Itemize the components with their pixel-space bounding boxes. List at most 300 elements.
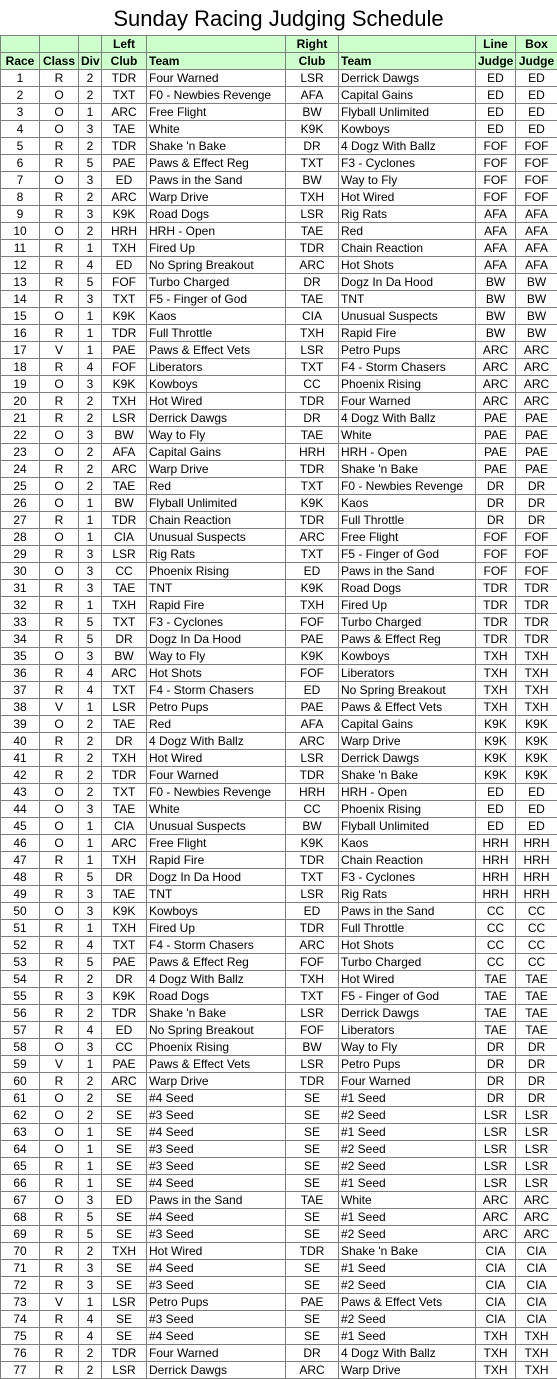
right-team-cell: Kaos (339, 835, 476, 852)
right-team-cell: Shake 'n Bake (339, 461, 476, 478)
table-row (1, 733, 557, 750)
left-team-cell: Kaos (147, 308, 286, 325)
right-team-cell: Flyball Unlimited (339, 104, 476, 121)
schedule-table (0, 35, 557, 1379)
line-judge-cell: PAE (476, 410, 516, 427)
line-judge-cell: ARC (476, 376, 516, 393)
race-cell: 52 (1, 937, 40, 954)
race-cell: 39 (1, 716, 40, 733)
race-cell: 32 (1, 597, 40, 614)
table-row (1, 1141, 557, 1158)
box-judge-cell: TXH (516, 1328, 557, 1345)
right-club-cell: SE (286, 1175, 339, 1192)
line-judge-cell: ARC (476, 359, 516, 376)
box-judge-cell: K9K (516, 750, 557, 767)
header-left-team: Team (147, 53, 286, 70)
race-cell: 48 (1, 869, 40, 886)
right-club-cell: BW (286, 172, 339, 189)
right-club-cell: TAE (286, 291, 339, 308)
left-team-cell: Four Warned (147, 70, 286, 87)
header-race: Race (1, 53, 40, 70)
box-judge-cell: BW (516, 274, 557, 291)
line-judge-cell: TDR (476, 614, 516, 631)
table-row (1, 1005, 557, 1022)
right-team-cell: Hot Wired (339, 189, 476, 206)
right-team-cell: #1 Seed (339, 1124, 476, 1141)
left-club-cell: TXT (102, 784, 147, 801)
line-judge-cell: AFA (476, 257, 516, 274)
race-cell: 60 (1, 1073, 40, 1090)
table-row (1, 342, 557, 359)
left-club-cell: SE (102, 1107, 147, 1124)
left-club-cell: AFA (102, 444, 147, 461)
race-cell: 66 (1, 1175, 40, 1192)
div-cell: 2 (79, 444, 102, 461)
class-cell: R (40, 614, 79, 631)
right-club-cell: TDR (286, 852, 339, 869)
header-left-club: Club (102, 53, 147, 70)
right-club-cell: DR (286, 138, 339, 155)
box-judge-cell: TXH (516, 648, 557, 665)
right-team-cell: Chain Reaction (339, 240, 476, 257)
line-judge-cell: DR (476, 1039, 516, 1056)
right-club-cell: SE (286, 1260, 339, 1277)
class-cell: R (40, 597, 79, 614)
class-cell: R (40, 393, 79, 410)
box-judge-cell: DR (516, 495, 557, 512)
table-row (1, 257, 557, 274)
line-judge-cell: ED (476, 87, 516, 104)
left-club-cell: ARC (102, 665, 147, 682)
table-row (1, 70, 557, 87)
box-judge-cell: HRH (516, 869, 557, 886)
left-team-cell: Red (147, 716, 286, 733)
right-team-cell: Way to Fly (339, 172, 476, 189)
left-team-cell: Warp Drive (147, 189, 286, 206)
div-cell: 4 (79, 937, 102, 954)
left-team-cell: Capital Gains (147, 444, 286, 461)
left-team-cell: Red (147, 478, 286, 495)
class-cell: O (40, 478, 79, 495)
right-club-cell: SE (286, 1226, 339, 1243)
line-judge-cell: TDR (476, 580, 516, 597)
race-cell: 26 (1, 495, 40, 512)
right-club-cell: LSR (286, 1056, 339, 1073)
race-cell: 71 (1, 1260, 40, 1277)
right-team-cell: Liberators (339, 1022, 476, 1039)
line-judge-cell: ARC (476, 1192, 516, 1209)
right-club-cell: DR (286, 274, 339, 291)
class-cell: R (40, 869, 79, 886)
table-row (1, 461, 557, 478)
header-right-group: Right (286, 36, 339, 53)
header-blank-cell (339, 36, 476, 53)
left-team-cell: F0 - Newbies Revenge (147, 784, 286, 801)
line-judge-cell: LSR (476, 1107, 516, 1124)
line-judge-cell: CIA (476, 1260, 516, 1277)
div-cell: 1 (79, 529, 102, 546)
left-team-cell: TNT (147, 580, 286, 597)
right-club-cell: DR (286, 410, 339, 427)
left-team-cell: Way to Fly (147, 648, 286, 665)
right-team-cell: #1 Seed (339, 1260, 476, 1277)
left-team-cell: #3 Seed (147, 1107, 286, 1124)
box-judge-cell: ARC (516, 342, 557, 359)
race-cell: 31 (1, 580, 40, 597)
class-cell: O (40, 427, 79, 444)
right-team-cell: Shake 'n Bake (339, 1243, 476, 1260)
box-judge-cell: ARC (516, 1192, 557, 1209)
header-blank-cell (79, 36, 102, 53)
race-cell: 54 (1, 971, 40, 988)
race-cell: 2 (1, 87, 40, 104)
left-team-cell: Unusual Suspects (147, 529, 286, 546)
race-cell: 29 (1, 546, 40, 563)
left-team-cell: Paws in the Sand (147, 172, 286, 189)
box-judge-cell: FOF (516, 138, 557, 155)
left-team-cell: #3 Seed (147, 1311, 286, 1328)
left-team-cell: #4 Seed (147, 1260, 286, 1277)
left-team-cell: Derrick Dawgs (147, 1362, 286, 1379)
line-judge-cell: HRH (476, 886, 516, 903)
left-club-cell: TAE (102, 580, 147, 597)
class-cell: O (40, 87, 79, 104)
table-row (1, 325, 557, 342)
right-team-cell: F3 - Cyclones (339, 155, 476, 172)
div-cell: 3 (79, 427, 102, 444)
div-cell: 3 (79, 291, 102, 308)
box-judge-cell: FOF (516, 189, 557, 206)
right-club-cell: ARC (286, 1362, 339, 1379)
right-club-cell: SE (286, 1311, 339, 1328)
left-club-cell: ARC (102, 1073, 147, 1090)
div-cell: 1 (79, 1294, 102, 1311)
race-cell: 16 (1, 325, 40, 342)
race-cell: 67 (1, 1192, 40, 1209)
line-judge-cell: FOF (476, 563, 516, 580)
box-judge-cell: FOF (516, 563, 557, 580)
header-div: Div (79, 53, 102, 70)
left-team-cell: Rig Rats (147, 546, 286, 563)
class-cell: R (40, 1175, 79, 1192)
right-team-cell: White (339, 1192, 476, 1209)
class-cell: O (40, 563, 79, 580)
right-team-cell: Capital Gains (339, 87, 476, 104)
box-judge-cell: PAE (516, 444, 557, 461)
header-line-judge: Judge (476, 53, 516, 70)
table-row (1, 886, 557, 903)
race-cell: 28 (1, 529, 40, 546)
right-club-cell: ARC (286, 733, 339, 750)
left-team-cell: Road Dogs (147, 206, 286, 223)
div-cell: 3 (79, 886, 102, 903)
class-cell: R (40, 257, 79, 274)
left-club-cell: SE (102, 1209, 147, 1226)
right-club-cell: SE (286, 1141, 339, 1158)
class-cell: R (40, 1311, 79, 1328)
left-club-cell: K9K (102, 308, 147, 325)
table-row (1, 1311, 557, 1328)
left-club-cell: SE (102, 1090, 147, 1107)
box-judge-cell: AFA (516, 223, 557, 240)
race-cell: 6 (1, 155, 40, 172)
left-team-cell: No Spring Breakout (147, 1022, 286, 1039)
class-cell: O (40, 903, 79, 920)
div-cell: 3 (79, 376, 102, 393)
table-row (1, 121, 557, 138)
left-club-cell: PAE (102, 954, 147, 971)
class-cell: R (40, 1022, 79, 1039)
table-row (1, 1362, 557, 1379)
class-cell: O (40, 1107, 79, 1124)
race-cell: 65 (1, 1158, 40, 1175)
header-left-group: Left (102, 36, 147, 53)
table-row (1, 784, 557, 801)
race-cell: 12 (1, 257, 40, 274)
left-team-cell: Paws in the Sand (147, 1192, 286, 1209)
box-judge-cell: FOF (516, 546, 557, 563)
header-row-top (1, 36, 557, 53)
table-row (1, 1294, 557, 1311)
left-club-cell: PAE (102, 155, 147, 172)
left-team-cell: Derrick Dawgs (147, 410, 286, 427)
race-cell: 14 (1, 291, 40, 308)
class-cell: R (40, 852, 79, 869)
div-cell: 2 (79, 461, 102, 478)
race-cell: 27 (1, 512, 40, 529)
class-cell: R (40, 886, 79, 903)
left-club-cell: CC (102, 1039, 147, 1056)
left-club-cell: SE (102, 1277, 147, 1294)
right-club-cell: SE (286, 1209, 339, 1226)
div-cell: 3 (79, 563, 102, 580)
line-judge-cell: FOF (476, 546, 516, 563)
right-club-cell: AFA (286, 716, 339, 733)
right-team-cell: #2 Seed (339, 1226, 476, 1243)
class-cell: R (40, 1209, 79, 1226)
left-team-cell: Hot Wired (147, 750, 286, 767)
right-club-cell: TDR (286, 920, 339, 937)
right-club-cell: ED (286, 903, 339, 920)
div-cell: 2 (79, 1345, 102, 1362)
box-judge-cell: ED (516, 121, 557, 138)
div-cell: 3 (79, 546, 102, 563)
right-team-cell: Warp Drive (339, 733, 476, 750)
right-club-cell: SE (286, 1277, 339, 1294)
right-team-cell: Paws & Effect Reg (339, 631, 476, 648)
race-cell: 37 (1, 682, 40, 699)
left-team-cell: Turbo Charged (147, 274, 286, 291)
left-team-cell: Four Warned (147, 767, 286, 784)
right-club-cell: FOF (286, 665, 339, 682)
table-row (1, 1277, 557, 1294)
div-cell: 2 (79, 393, 102, 410)
line-judge-cell: AFA (476, 240, 516, 257)
box-judge-cell: K9K (516, 733, 557, 750)
left-team-cell: Hot Wired (147, 393, 286, 410)
box-judge-cell: TAE (516, 1005, 557, 1022)
table-row (1, 648, 557, 665)
box-judge-cell: BW (516, 325, 557, 342)
line-judge-cell: DR (476, 495, 516, 512)
class-cell: R (40, 461, 79, 478)
line-judge-cell: LSR (476, 1124, 516, 1141)
class-cell: R (40, 682, 79, 699)
left-club-cell: LSR (102, 410, 147, 427)
box-judge-cell: K9K (516, 767, 557, 784)
right-club-cell: TAE (286, 1192, 339, 1209)
race-cell: 41 (1, 750, 40, 767)
table-row (1, 291, 557, 308)
left-club-cell: PAE (102, 342, 147, 359)
div-cell: 2 (79, 733, 102, 750)
left-team-cell: Warp Drive (147, 461, 286, 478)
left-club-cell: ARC (102, 189, 147, 206)
right-club-cell: TDR (286, 1073, 339, 1090)
table-row (1, 410, 557, 427)
table-row (1, 189, 557, 206)
left-team-cell: #4 Seed (147, 1175, 286, 1192)
right-club-cell: ED (286, 563, 339, 580)
class-cell: R (40, 359, 79, 376)
class-cell: O (40, 308, 79, 325)
line-judge-cell: TXH (476, 682, 516, 699)
div-cell: 5 (79, 1209, 102, 1226)
class-cell: V (40, 699, 79, 716)
right-team-cell: Derrick Dawgs (339, 750, 476, 767)
left-team-cell: #3 Seed (147, 1226, 286, 1243)
box-judge-cell: LSR (516, 1158, 557, 1175)
box-judge-cell: CIA (516, 1277, 557, 1294)
table-row (1, 478, 557, 495)
box-judge-cell: ARC (516, 393, 557, 410)
table-row (1, 427, 557, 444)
race-cell: 1 (1, 70, 40, 87)
line-judge-cell: TAE (476, 1022, 516, 1039)
class-cell: O (40, 801, 79, 818)
class-cell: R (40, 274, 79, 291)
header-row-bottom (1, 53, 557, 70)
div-cell: 4 (79, 1022, 102, 1039)
box-judge-cell: TAE (516, 1022, 557, 1039)
box-judge-cell: FOF (516, 172, 557, 189)
right-team-cell: No Spring Breakout (339, 682, 476, 699)
box-judge-cell: DR (516, 1056, 557, 1073)
left-club-cell: ED (102, 172, 147, 189)
left-club-cell: TAE (102, 801, 147, 818)
box-judge-cell: TDR (516, 580, 557, 597)
class-cell: R (40, 1226, 79, 1243)
left-club-cell: BW (102, 427, 147, 444)
line-judge-cell: ED (476, 818, 516, 835)
div-cell: 2 (79, 750, 102, 767)
race-cell: 3 (1, 104, 40, 121)
right-club-cell: BW (286, 104, 339, 121)
class-cell: O (40, 376, 79, 393)
line-judge-cell: DR (476, 1090, 516, 1107)
left-club-cell: ARC (102, 104, 147, 121)
right-club-cell: PAE (286, 631, 339, 648)
div-cell: 2 (79, 1107, 102, 1124)
box-judge-cell: ARC (516, 376, 557, 393)
race-cell: 51 (1, 920, 40, 937)
table-row (1, 444, 557, 461)
left-club-cell: SE (102, 1328, 147, 1345)
right-team-cell: Unusual Suspects (339, 308, 476, 325)
race-cell: 15 (1, 308, 40, 325)
left-team-cell: #3 Seed (147, 1141, 286, 1158)
class-cell: O (40, 1124, 79, 1141)
left-club-cell: TXT (102, 87, 147, 104)
left-club-cell: ED (102, 257, 147, 274)
race-cell: 23 (1, 444, 40, 461)
right-club-cell: TXT (286, 155, 339, 172)
table-row (1, 359, 557, 376)
right-team-cell: Rapid Fire (339, 325, 476, 342)
line-judge-cell: ARC (476, 342, 516, 359)
table-row (1, 835, 557, 852)
class-cell: R (40, 1345, 79, 1362)
race-cell: 33 (1, 614, 40, 631)
div-cell: 1 (79, 597, 102, 614)
div-cell: 3 (79, 1192, 102, 1209)
right-club-cell: LSR (286, 342, 339, 359)
div-cell: 1 (79, 818, 102, 835)
left-team-cell: Shake 'n Bake (147, 1005, 286, 1022)
right-club-cell: ARC (286, 937, 339, 954)
line-judge-cell: BW (476, 325, 516, 342)
left-club-cell: LSR (102, 546, 147, 563)
race-cell: 53 (1, 954, 40, 971)
right-team-cell: HRH - Open (339, 784, 476, 801)
race-cell: 5 (1, 138, 40, 155)
line-judge-cell: CC (476, 954, 516, 971)
race-cell: 73 (1, 1294, 40, 1311)
div-cell: 1 (79, 1141, 102, 1158)
box-judge-cell: FOF (516, 529, 557, 546)
table-row (1, 716, 557, 733)
class-cell: R (40, 920, 79, 937)
race-cell: 34 (1, 631, 40, 648)
left-club-cell: TDR (102, 325, 147, 342)
right-team-cell: Kowboys (339, 121, 476, 138)
box-judge-cell: TXH (516, 1345, 557, 1362)
left-club-cell: SE (102, 1124, 147, 1141)
class-cell: O (40, 529, 79, 546)
class-cell: R (40, 750, 79, 767)
div-cell: 3 (79, 172, 102, 189)
table-row (1, 1345, 557, 1362)
race-cell: 44 (1, 801, 40, 818)
left-team-cell: F4 - Storm Chasers (147, 682, 286, 699)
race-cell: 13 (1, 274, 40, 291)
right-club-cell: TAE (286, 427, 339, 444)
line-judge-cell: K9K (476, 750, 516, 767)
line-judge-cell: TXH (476, 699, 516, 716)
right-team-cell: Turbo Charged (339, 954, 476, 971)
schedule-body (1, 70, 557, 1379)
box-judge-cell: HRH (516, 835, 557, 852)
right-club-cell: K9K (286, 835, 339, 852)
div-cell: 1 (79, 1175, 102, 1192)
class-cell: R (40, 988, 79, 1005)
race-cell: 47 (1, 852, 40, 869)
line-judge-cell: FOF (476, 529, 516, 546)
right-team-cell: Kowboys (339, 648, 476, 665)
right-team-cell: Derrick Dawgs (339, 70, 476, 87)
race-cell: 46 (1, 835, 40, 852)
left-team-cell: Fired Up (147, 240, 286, 257)
